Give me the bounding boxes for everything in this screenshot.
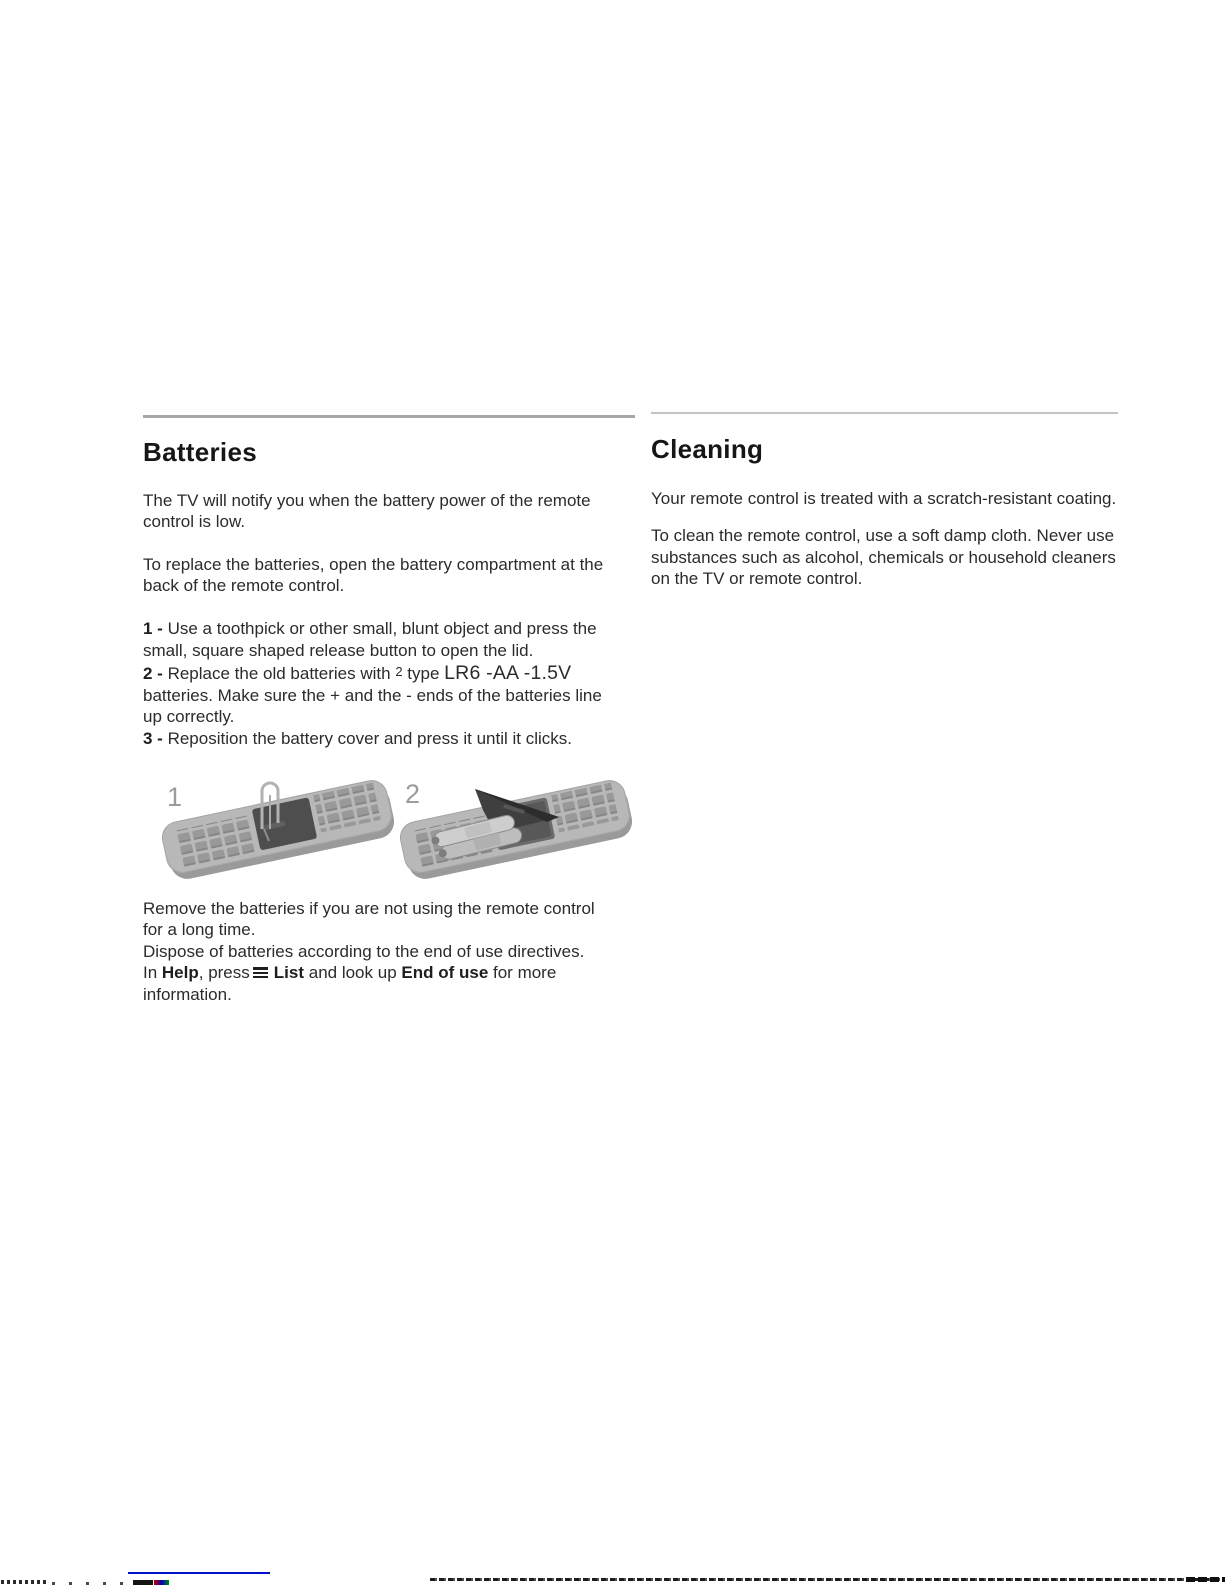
end-of-use-keyword: End of use <box>401 963 489 983</box>
battery-count: 2 <box>395 664 403 680</box>
cropped-text-fragment <box>154 1580 169 1585</box>
battery-notify-paragraph: The TV will notify you when the battery power of the remote control is low. <box>143 490 591 532</box>
cleaning-instructions-paragraph: To clean the remote control, use a soft damp cloth. Never use substances such as alcohol, chemicals or household cleaners on the TV or remote control. <box>651 526 1116 589</box>
figure-step-label-1: 1 <box>167 781 183 812</box>
section-divider-right <box>651 412 1118 414</box>
step-2-number: 2 - <box>143 664 163 684</box>
section-divider-left <box>143 415 635 418</box>
figure-step-label-2: 2 <box>405 778 421 809</box>
battery-type-spec: LR6 -AA -1.5V <box>444 662 572 685</box>
step-1-number: 1 - <box>143 618 163 638</box>
batteries-heading: Batteries <box>143 437 257 467</box>
battery-replace-paragraph: To replace the batteries, open the battery compartment at the back of the remote control. <box>143 554 604 596</box>
cleaning-coating-paragraph: Your remote control is treated with a scratch-resistant coating. <box>651 488 1117 508</box>
battery-disposal-paragraph: Remove the batteries if you are not using the remote control for a long time. Dispose of batteries according to the end of use directives. In Help, press List and look up End of use for more information. <box>143 898 635 1006</box>
step-2: 2 - Replace the old batteries with $^2$ type LR6 -AA -1.5V <box>143 662 572 685</box>
battery-replacement-figure <box>143 777 635 892</box>
cleaning-heading: Cleaning <box>651 434 764 464</box>
help-reference-line: In Help, press List and look up End of use for more <box>143 963 557 983</box>
cropped-text-fragment <box>430 1578 1225 1581</box>
list-icon <box>253 967 268 978</box>
cropped-link-underline <box>128 1572 270 1574</box>
step-3: 3 - Reposition the battery cover and press it until it clicks. <box>143 728 572 748</box>
right-column <box>651 412 1131 611</box>
battery-steps: 1 - Use a toothpick or other small, blunt object and press the small, square shaped release button to open the lid. 2 - Replace the old batteries with $^2$ type LR6 -AA -1.5V batteries. Make sure the + and the - ends of the batteries line up correctly. 3 - Reposition the battery cover and press it until it clicks. <box>143 618 635 750</box>
step-3-number: 3 - <box>143 728 163 748</box>
step-1: 1 - Use a toothpick or other small, blunt object and press the <box>143 618 597 638</box>
help-keyword: Help <box>161 963 199 983</box>
cropped-text-fragment <box>133 1580 153 1585</box>
list-keyword: List <box>273 963 305 983</box>
remote-illustration-graphic <box>143 777 635 892</box>
cropped-text-fragment <box>1 1580 47 1584</box>
left-column <box>143 415 635 1027</box>
cropped-text-fragment <box>1186 1577 1225 1582</box>
